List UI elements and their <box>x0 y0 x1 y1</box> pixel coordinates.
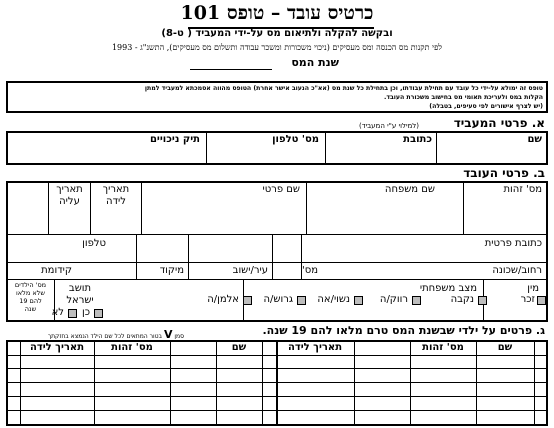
children-count-note: מס' הילדים שלא מלאו להם 19 שנה <box>14 281 47 313</box>
last-name-field[interactable] <box>307 200 462 233</box>
notice-line-3: (יש לצרף אישורים לפי סעיפים, בטבלה) <box>429 103 543 110</box>
gender-label: מין <box>527 283 539 294</box>
section-a-note: (למילוי ע"י המעביד) <box>359 122 419 130</box>
employer-address-field[interactable] <box>326 146 435 164</box>
notice-box <box>6 81 548 113</box>
blank-cell <box>8 183 47 233</box>
city-label: עיר/ישוב <box>232 265 268 276</box>
employer-name-label: שם <box>527 134 542 145</box>
address-field[interactable] <box>302 236 546 261</box>
form-title: כרטיס עובד – טופס 101 <box>180 2 374 24</box>
notice-line-2: הקלות במס ולעריכת תאומי מס בחישוב משכורת העובד. <box>384 94 543 101</box>
birth-date-label: תאריך לידה <box>102 184 130 207</box>
zip-code-label: מיקוד <box>159 265 184 276</box>
child-id-header-1: מס' זהות <box>422 342 464 353</box>
mark-instruction: סמן V בטור המתאים לכל שם הילד הנמצא בחזקתך <box>47 328 184 341</box>
employer-phone-field[interactable] <box>207 146 324 164</box>
child-id-header-2: מס' זהות <box>111 342 153 353</box>
child-birth-date-header-2: תאריך לידה <box>29 342 85 353</box>
marital-divorced-checkbox[interactable] <box>297 296 306 305</box>
gender-female-label: נקבה <box>450 294 474 305</box>
marital-single-label: רווק/ה <box>379 294 408 305</box>
street-label: רחוב/שכונה <box>492 265 542 276</box>
first-name-field[interactable] <box>142 200 305 233</box>
employee-id-label: מס' זהות <box>503 184 542 195</box>
notice-line-1: טופס זה ימולא על-ידי כל עובד עם תחילת עבודתו, וכן בתחילת כל שנת מס (אא"כ הנעוב אישר אחרת) הטופס מהווה אסמכתא למעביד למתן <box>144 85 543 92</box>
form-subtitle: ובקשה להקלה ולתיאום מס על-ידי המעביד ( ט-8) <box>161 28 393 39</box>
birth-date-field[interactable] <box>91 210 140 233</box>
table-row[interactable] <box>22 411 532 424</box>
child-name-header-2: שם <box>231 342 247 353</box>
gender-male-label: זכר <box>520 294 535 305</box>
private-address-label: כתובת פרטית <box>484 238 542 249</box>
section-g-title: ג. פרטים על ילדי שבשנת המס טרם מלאו להם 19 שנה. <box>262 324 545 337</box>
marital-married-checkbox[interactable] <box>354 296 363 305</box>
resident-no-checkbox[interactable] <box>68 309 77 318</box>
last-name-label: שם משפחה <box>384 184 435 195</box>
resident-no-label: לא <box>51 307 64 318</box>
employer-address-label: כתובת <box>403 134 432 145</box>
house-number-label: מס' <box>301 265 318 276</box>
resident-yes-label: כן <box>81 307 90 318</box>
child-birth-date-header-1: תאריך לידה <box>287 342 343 353</box>
employer-deductions-file-field[interactable] <box>8 146 205 164</box>
section-b-title: ב. פרטי העובד <box>463 166 545 180</box>
regulation-text: לפי תקנות מס הכנסה ומס מעסיקים (ניכוי משכורות ומשכר עבודה ותשלום מס מעסיקים), התשנ"ג - 1993 <box>111 43 443 52</box>
marital-status-label: מצב משפחתי <box>419 283 477 294</box>
phone-field[interactable] <box>8 250 135 261</box>
gender-female-checkbox[interactable] <box>478 296 487 305</box>
area-code-label: קידומת <box>41 265 72 276</box>
table-row[interactable] <box>22 356 532 368</box>
employer-deductions-file-label: תיק ניכויים <box>149 134 200 145</box>
table-row[interactable] <box>22 397 532 410</box>
employer-phone-label: מס' טלפון <box>272 134 319 145</box>
tax-year-label: שנת המס <box>291 56 339 69</box>
marital-single-checkbox[interactable] <box>412 296 421 305</box>
table-row[interactable] <box>22 369 532 382</box>
aliyah-date-label: תאריך עליה <box>56 184 83 207</box>
tax-year-field[interactable] <box>190 69 272 70</box>
phone-label: טלפון <box>82 238 106 249</box>
first-name-label: שם פרטי <box>262 184 300 195</box>
gender-male-checkbox[interactable] <box>537 296 546 305</box>
aliyah-date-field[interactable] <box>49 210 89 233</box>
marital-widowed-label: אלמן/ה <box>207 294 239 305</box>
section-a-title: א. פרטי המעביד <box>453 116 545 130</box>
child-name-header-1: שם <box>497 342 513 353</box>
israel-resident-label: תושב ישראל <box>66 283 94 306</box>
employer-name-field[interactable] <box>437 146 547 164</box>
marital-married-label: נשוי/אה <box>317 294 350 305</box>
resident-yes-checkbox[interactable] <box>94 309 103 318</box>
marital-widowed-checkbox[interactable] <box>243 296 252 305</box>
employee-id-field[interactable] <box>464 200 546 233</box>
table-row[interactable] <box>22 383 532 396</box>
marital-divorced-label: גרוש/ה <box>263 294 293 305</box>
